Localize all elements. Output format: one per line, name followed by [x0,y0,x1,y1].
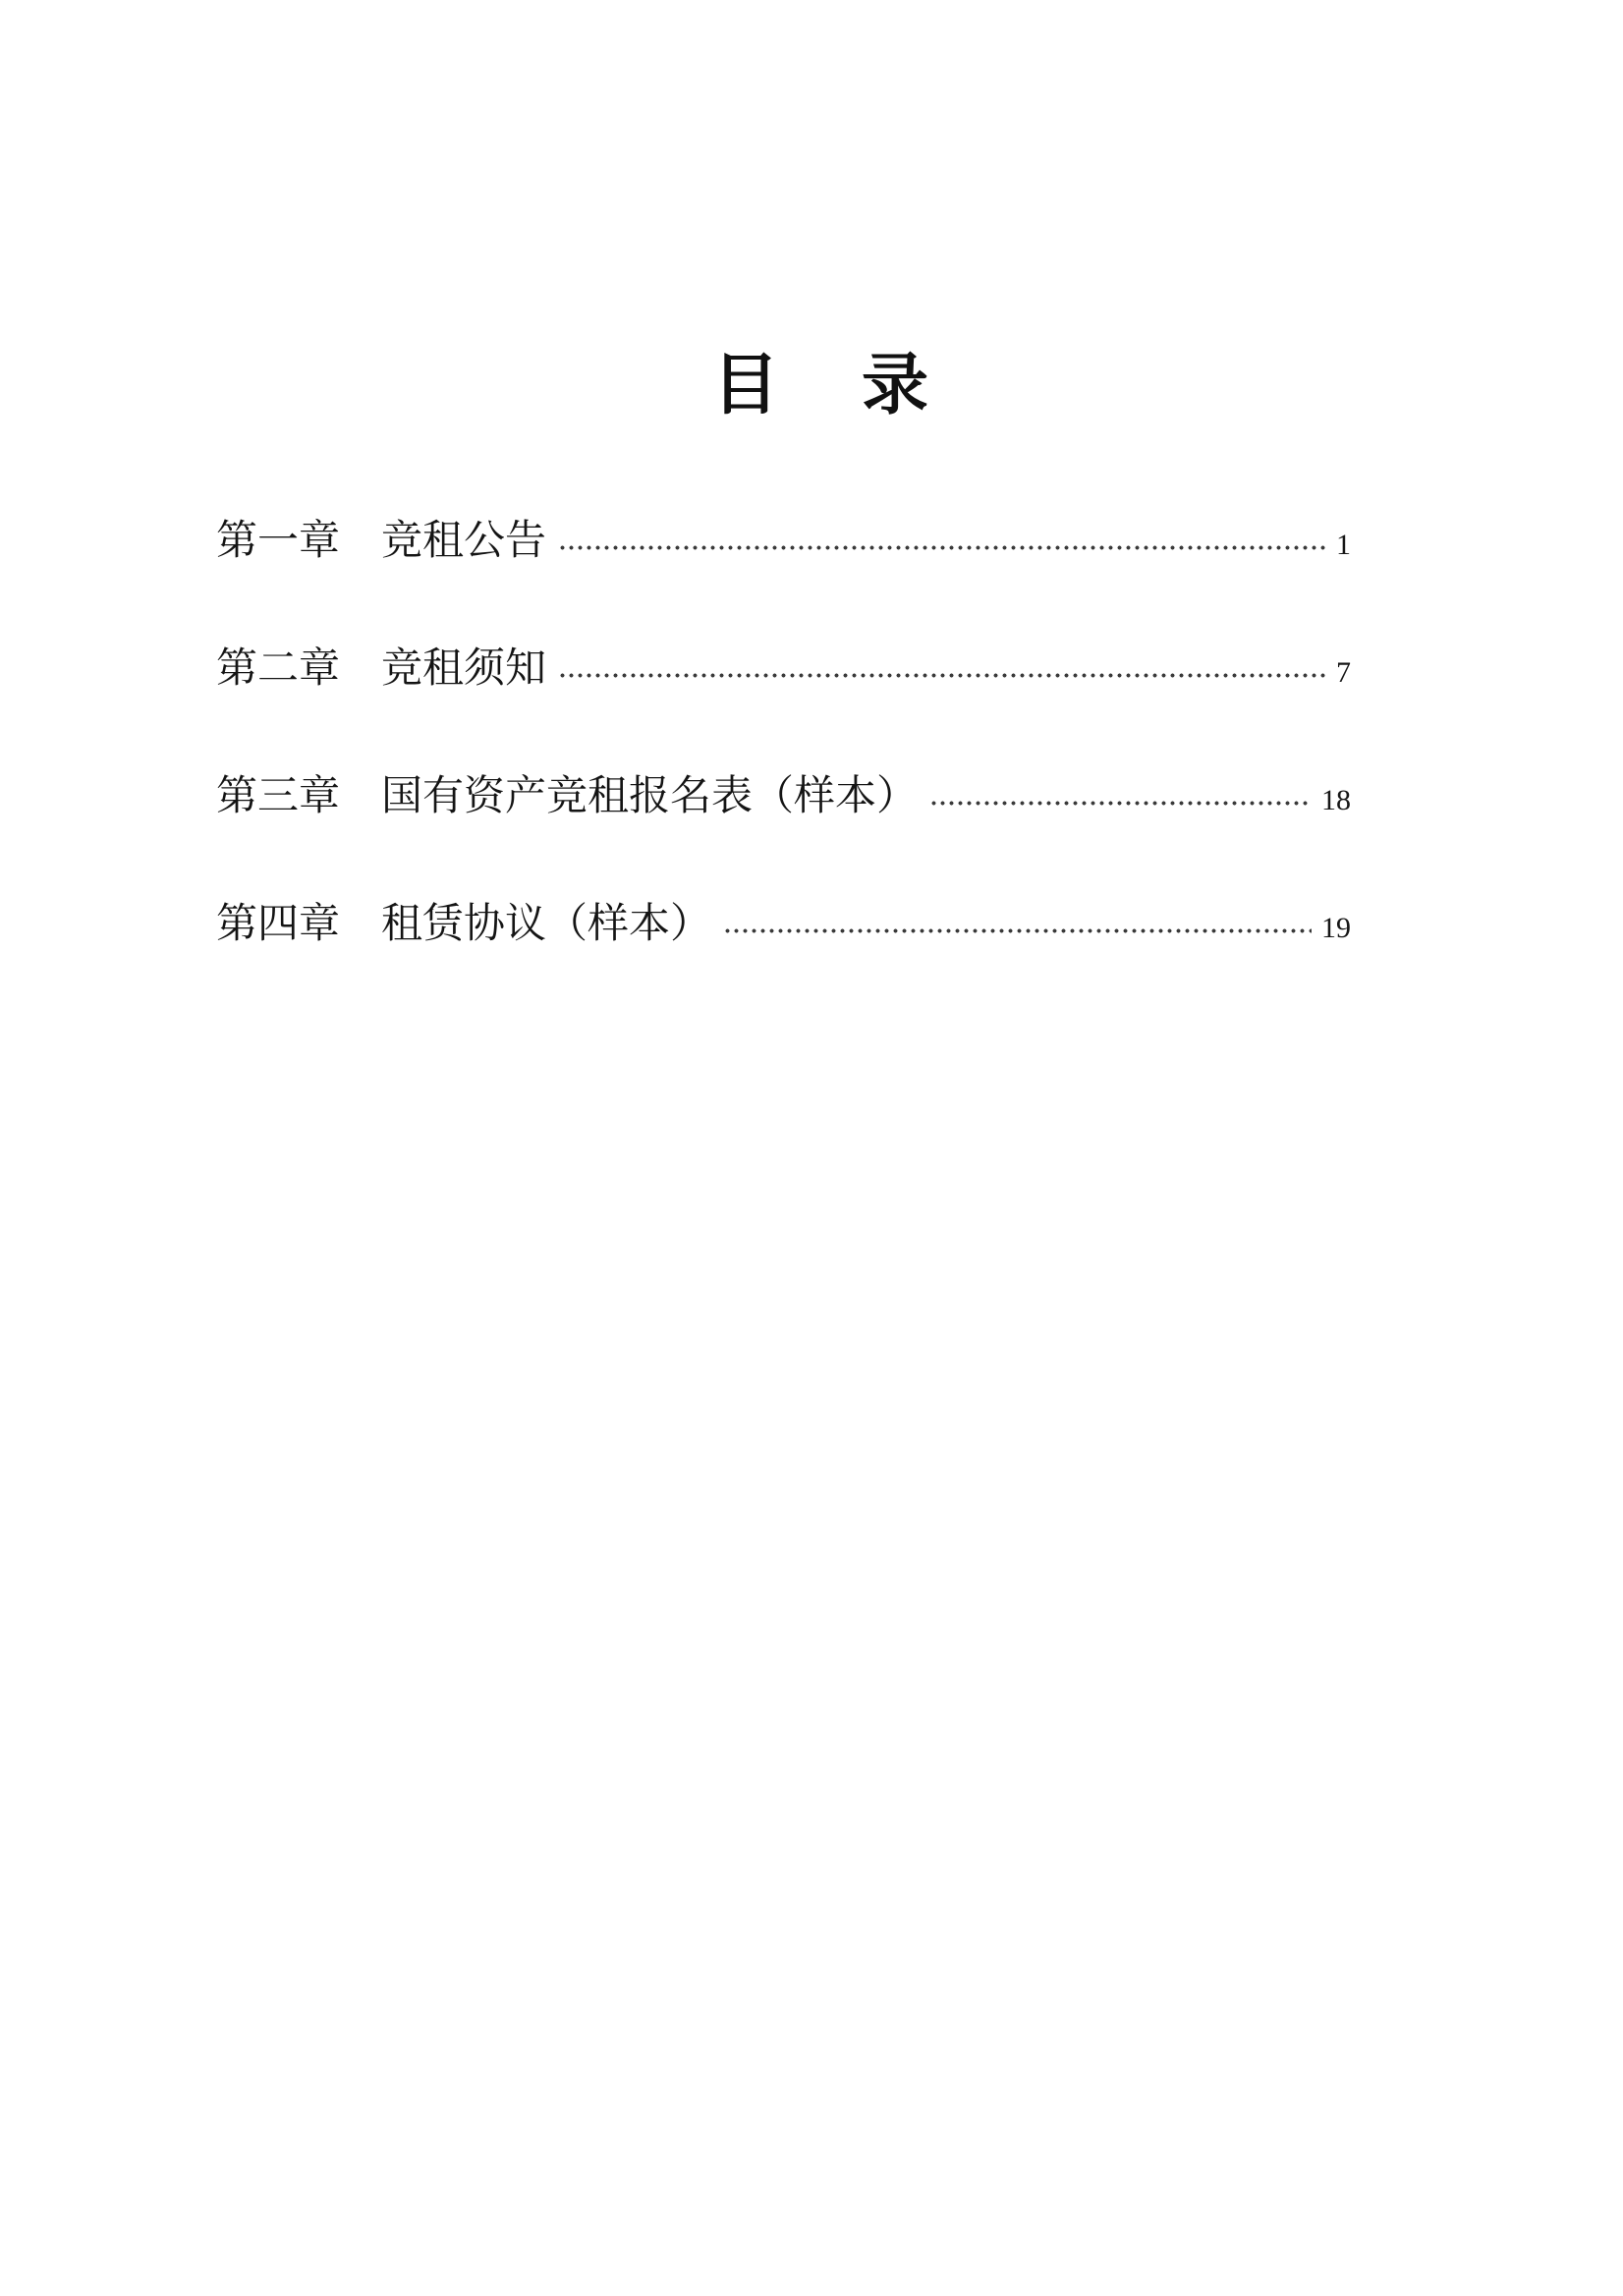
page-number: 19 [1321,912,1351,944]
toc-entry-chapter-4[interactable] [216,899,1351,950]
chapter-number: 第四章 [216,902,341,947]
chapter-title: 国有资产竞租报名表（样本） [381,774,919,819]
chapter-title: 竞租公告 [381,519,547,564]
toc-entry-chapter-2[interactable] [216,644,1351,695]
page-number: 18 [1321,784,1351,816]
chapter-title: 竞租须知 [381,646,547,692]
page-number: 7 [1336,656,1351,689]
toc-list [0,516,1623,950]
dot-leader [723,928,1312,937]
toc-entry-chapter-3[interactable] [216,771,1351,822]
toc-entry-chapter-1[interactable] [216,516,1351,567]
chapter-number: 第三章 [216,774,341,819]
chapter-number: 第一章 [216,519,341,564]
toc-heading: 目 录 [711,348,936,422]
page-number: 1 [1336,529,1351,561]
chapter-title: 租赁协议（样本） [381,902,712,947]
dot-leader [558,673,1326,682]
dot-leader [558,545,1326,554]
dot-leader [929,801,1312,810]
chapter-number: 第二章 [216,646,341,692]
